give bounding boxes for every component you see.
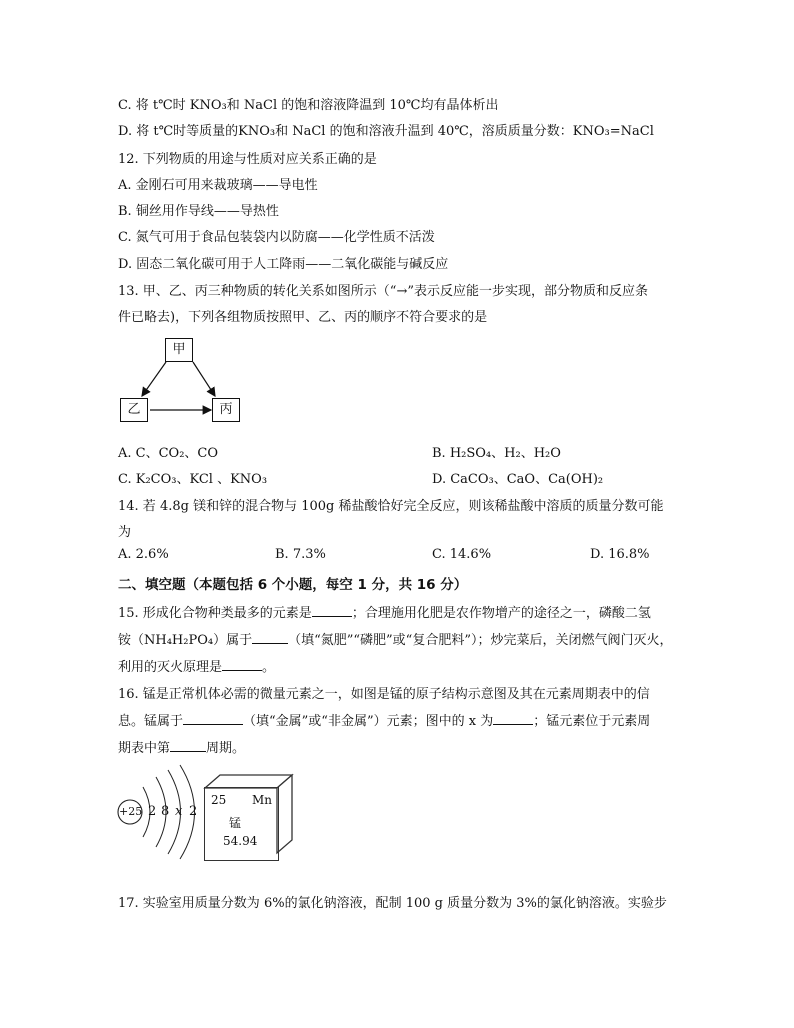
q16-text-e: 周期。 — [206, 741, 246, 756]
question-13-line1: 13. 甲、乙、丙三种物质的转化关系如图所示（“→”表示反应能一步实现，部分物质和反应条 — [118, 284, 648, 299]
shell-3-electrons: x — [175, 804, 183, 819]
question-14-line2: 为 — [118, 525, 132, 540]
q15-text-c: 铵（NH₄H₂PO₄）属于 — [118, 633, 253, 648]
option-d-q11: D. 将 t℃时等质量的KNO₃和 NaCl 的饱和溶液升温到 40℃，溶质质量分数：KNO₃=NaCl — [118, 124, 654, 139]
question-16-line1: 16. 锰是正常机体必需的微量元素之一，如图是锰的原子结构示意图及其在元素周期表中的信 — [118, 687, 650, 702]
atomic-number: 25 — [211, 793, 227, 807]
periodic-table-cell — [204, 787, 279, 861]
q15-text-f: 。 — [262, 660, 276, 675]
q16-text-c: ；锰元素位于元素周 — [533, 714, 651, 729]
option-12b: B. 铜丝用作导线——导热性 — [118, 204, 279, 219]
q15-text-e: 利用的灭火原理是 — [118, 660, 223, 675]
shell-2-electrons: 8 — [161, 804, 170, 819]
option-13b: B. H₂SO₄、H₂、H₂O — [432, 446, 561, 461]
q15-text-d: （填“氮肥”“磷肥”或“复合肥料”）；炒完菜后，关闭燃气阀门灭火， — [288, 633, 673, 648]
question-13-line2: 件已略去)，下列各组物质按照甲、乙、丙的顺序不符合要求的是 — [118, 310, 488, 325]
shell-1-electrons: 2 — [148, 804, 157, 819]
atomic-mass: 54.94 — [223, 834, 258, 848]
question-14-line1: 14. 若 4.8g 镁和锌的混合物与 100g 稀盐酸恰好完全反应，则该稀盐酸中溶质的质量分数可能 — [118, 499, 664, 514]
option-14c: C. 14.6% — [432, 547, 492, 562]
option-13c: C. K₂CO₃、KCl 、KNO₃ — [118, 472, 268, 487]
diagram-box-jia: 甲 — [165, 338, 193, 362]
option-14a: A. 2.6% — [118, 547, 169, 562]
q16-text-b: （填“金属”或“非金属”）元素；图中的 x 为 — [243, 714, 494, 729]
q15-text-b: ；合理施用化肥是农作物增产的途径之一，磷酸二氢 — [351, 606, 651, 621]
section-heading-fill-in: 二、填空题（本题包括 6 个小题，每空 1 分，共 16 分） — [118, 577, 468, 593]
option-14b: B. 7.3% — [275, 547, 326, 562]
diagram-box-bing: 丙 — [212, 398, 240, 422]
option-13d: D. CaCO₃、CaO、Ca(OH)₂ — [432, 472, 604, 487]
option-12d: D. 固态二氧化碳可用于人工降雨——二氧化碳能与碱反应 — [118, 257, 449, 272]
q16-text-a: 息。锰属于 — [118, 714, 184, 729]
option-12c: C. 氮气可用于食品包装袋内以防腐——化学性质不活泼 — [118, 230, 435, 245]
shell-4-electrons: 2 — [189, 804, 198, 819]
nucleus-charge: +25 — [119, 805, 143, 818]
option-c-q11: C. 将 t℃时 KNO₃和 NaCl 的饱和溶液降温到 10℃均有晶体析出 — [118, 98, 499, 113]
question-12: 12. 下列物质的用途与性质对应关系正确的是 — [118, 152, 377, 167]
question-17-line1: 17. 实验室用质量分数为 6%的氯化钠溶液，配制 100 g 质量分数为 3%的氯化钠溶液。实验步 — [118, 896, 667, 911]
q15-text-a: 15. 形成化合物种类最多的元素是 — [118, 606, 312, 621]
q16-text-d: 期表中第 — [118, 741, 171, 756]
diagram-box-yi: 乙 — [120, 398, 148, 422]
element-symbol: Mn — [252, 793, 273, 807]
element-name: 锰 — [229, 816, 242, 830]
option-13a: A. C、CO₂、CO — [118, 446, 219, 461]
option-14d: D. 16.8% — [590, 547, 650, 562]
option-12a: A. 金刚石可用来裁玻璃——导电性 — [118, 178, 318, 193]
